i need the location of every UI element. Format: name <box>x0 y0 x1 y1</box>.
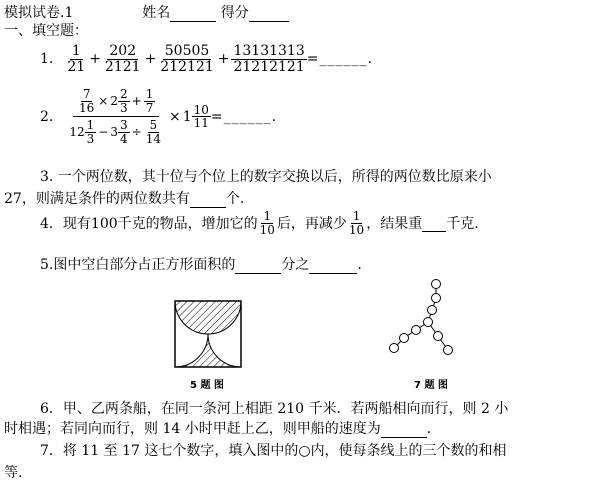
circle-icon: ○ <box>298 443 311 459</box>
score-label: 得分 <box>220 5 249 21</box>
q5-answer-blank-2[interactable] <box>309 257 357 274</box>
question-2 <box>40 88 277 145</box>
figure-5-caption: 5 题 图 <box>190 380 224 391</box>
figure-5-square <box>174 300 242 368</box>
name-label: 姓名 <box>142 5 171 21</box>
question-5: 5.图中空白部分占正方形面积的 分之 . <box>40 257 362 273</box>
plus-sign: + <box>217 51 230 68</box>
q5-answer-blank-1[interactable] <box>235 257 281 274</box>
tree-node-circle <box>390 344 399 353</box>
tree-node-circle <box>432 280 441 289</box>
plus-sign: + <box>144 51 157 68</box>
tree-node-circle <box>432 294 441 303</box>
plus-sign: + <box>89 51 101 68</box>
q2-answer-blank[interactable]: =______. <box>210 108 278 125</box>
tree-node-circle <box>434 332 443 341</box>
q4-fraction-2: $\frac{1}{10}$ <box>348 209 365 237</box>
q1-number: 1. <box>40 51 54 68</box>
q2-number: 2. <box>40 108 54 125</box>
q6-line-1: 6．甲、乙两条船，在同一条河上相距 210 千米．若两船相向而行，则 2 小 <box>40 401 509 417</box>
q3-line-2: 27，则满足条件的两位数共有 个. <box>4 191 245 207</box>
tree-node-circle <box>412 326 421 335</box>
q1-fraction-1: $\frac{1}{21}$ <box>67 43 86 75</box>
q1-fraction-3: $\frac{50505}{212121}$ <box>160 43 214 75</box>
tree-node-circle <box>428 306 437 315</box>
tree-node-circle <box>400 334 409 343</box>
q4-answer-blank[interactable] <box>422 215 446 232</box>
q6-answer-blank[interactable] <box>381 421 427 438</box>
q1-fraction-2: $\frac{202}{2121}$ <box>104 43 141 75</box>
q6-line-2: 时相遇；若同向而行，则 14 小时甲赶上乙，则甲船的速度为 . <box>4 421 432 437</box>
tree-node-circle <box>424 318 433 327</box>
figure-7-caption: 7 题 图 <box>414 380 448 391</box>
tree-node-circle <box>444 346 453 355</box>
q1-answer-blank[interactable]: =______. <box>306 51 373 68</box>
q2-mixed-fraction: $\frac{10}{11}$ <box>193 102 209 131</box>
question-1 <box>40 44 373 74</box>
q3-line-1: 3. 一个两位数，其十位与个位上的数字交换以后，所得的两位数比原来小 <box>40 169 492 185</box>
exam-title: 模拟试卷.1 <box>4 5 74 21</box>
times-sign: × <box>168 108 181 125</box>
name-blank[interactable] <box>170 5 216 22</box>
q1-fraction-4: $\frac{13131313}{21212121}$ <box>233 43 305 75</box>
section-title: 一、填空题： <box>4 23 88 39</box>
q2-mixed-whole: 1 <box>182 108 192 125</box>
q7-line-2: 等. <box>4 465 23 481</box>
figure-7-tree <box>388 278 468 368</box>
question-4: 4．现有100千克的物品，增加它的 $\frac{1}{10}$ 后，再减少 $\frac{1}{10}$ ，结果重 千克. <box>40 209 479 237</box>
q4-fraction-1: $\frac{1}{10}$ <box>259 209 275 237</box>
exam-header <box>4 2 289 22</box>
q3-answer-blank[interactable] <box>190 191 226 208</box>
q7-line-1: 7．将 11 至 17 这七个数字，填入图中的○内，使每条线上的三个数的和相 <box>40 443 507 459</box>
q2-complex-fraction: $\frac{7}{16}$ × 2 $\frac{2}{3}$ + $\frac{1}{7}$ 12 $\frac{1}{3}$ − 3 $\frac{3}{4}$ ÷ $\frac{5}{14}$ <box>69 87 161 146</box>
score-blank[interactable] <box>249 5 289 22</box>
